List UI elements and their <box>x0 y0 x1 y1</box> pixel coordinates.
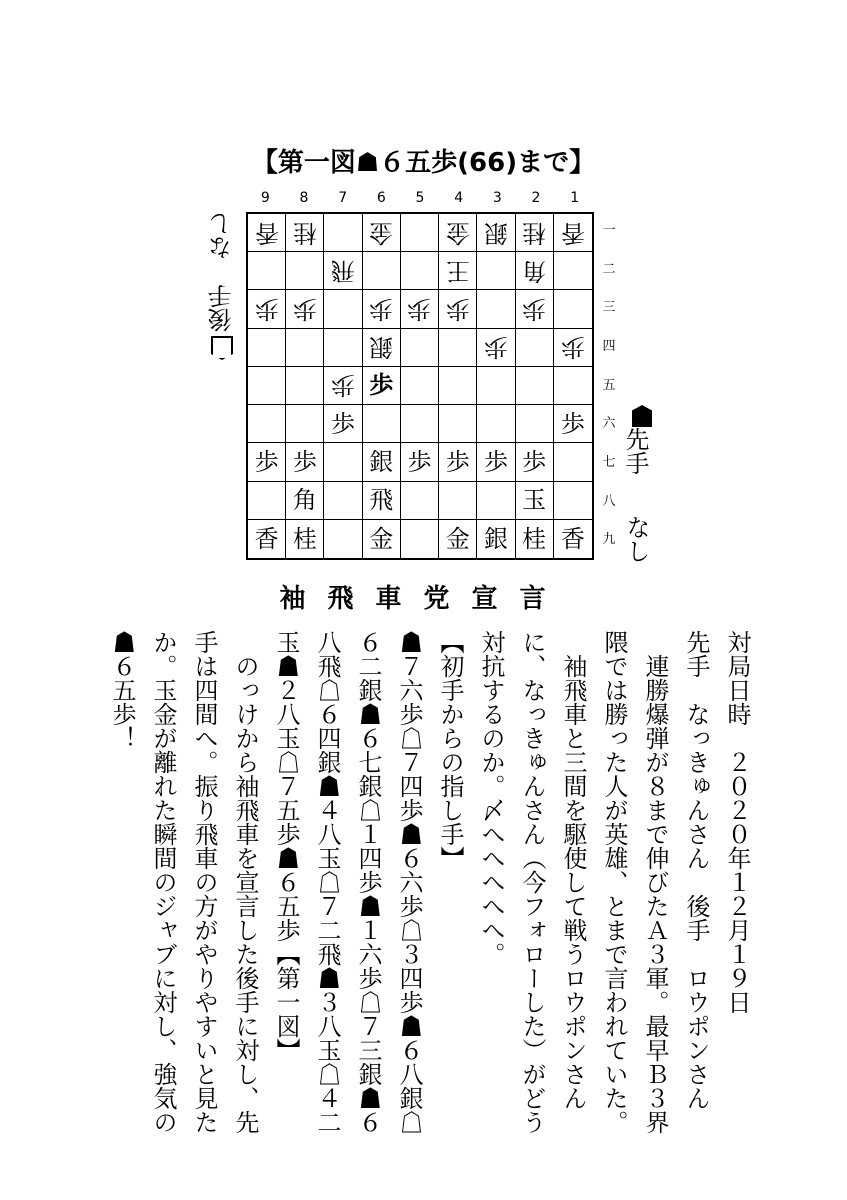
board-square <box>477 367 515 405</box>
gote-piece: 歩 <box>445 295 470 324</box>
board-square <box>439 482 477 520</box>
sente-piece: 歩 <box>407 447 432 476</box>
board-square <box>477 520 515 558</box>
board-square <box>363 443 401 481</box>
board-square <box>248 482 286 520</box>
sente-piece: 歩 <box>254 447 279 476</box>
rank-number: 二 <box>602 261 616 277</box>
rank-number: 一 <box>602 223 616 238</box>
file-number: 6 <box>376 190 386 206</box>
gote-piece: 歩 <box>331 371 356 400</box>
body-paragraph: 連勝爆弾が８まで伸びたＡ３軍。最早Ｂ３界隈では勝った人が英雄、とまで言われていた。 <box>600 630 669 1134</box>
board-square <box>401 290 439 328</box>
board-square <box>477 405 515 443</box>
article-headline: 袖飛車党宣言 <box>279 584 568 614</box>
board-square <box>516 329 554 367</box>
board-square <box>439 214 477 252</box>
board-square <box>516 482 554 520</box>
board-square <box>248 252 286 290</box>
rank-number: 三 <box>602 300 616 316</box>
file-numbers <box>246 190 594 212</box>
board-square <box>439 443 477 481</box>
board-square <box>324 290 362 328</box>
board-square <box>516 214 554 252</box>
board-square <box>363 214 401 252</box>
sente-piece: 銀 <box>369 447 394 476</box>
gote-piece: 歩 <box>483 333 508 362</box>
sente-piece: 角 <box>292 486 317 515</box>
sente-piece: 桂 <box>292 524 317 553</box>
board-square <box>554 367 592 405</box>
board-square <box>439 405 477 443</box>
board-square <box>324 405 362 443</box>
rank-number: 五 <box>602 377 616 393</box>
board-square <box>363 482 401 520</box>
board-square <box>324 443 362 481</box>
board-square <box>248 214 286 252</box>
sente-piece: 香 <box>560 524 585 553</box>
gote-piece: 角 <box>522 256 547 285</box>
rank-numbers <box>598 212 620 560</box>
figure-title: 【第一図☗６五歩(66)まで】 <box>251 148 596 178</box>
gote-piece: 歩 <box>407 295 432 324</box>
gote-piece: 銀 <box>369 333 394 362</box>
body-paragraph: 袖飛車と三間を駆使して戦うロウポンさんに、なっきゅんさん（今フォローした）がどう対抗するのか。〆へへへへへ。 <box>477 630 587 1134</box>
article-body <box>101 630 757 1150</box>
sente-piece: 桂 <box>522 524 547 553</box>
sente-piece: 歩 <box>483 447 508 476</box>
sente-piece: 歩 <box>445 447 470 476</box>
board-square <box>516 443 554 481</box>
board-square <box>516 290 554 328</box>
board-square <box>477 214 515 252</box>
file-number: 2 <box>531 190 541 206</box>
board-square <box>439 252 477 290</box>
board-square <box>401 214 439 252</box>
board-square <box>363 290 401 328</box>
board-square <box>363 329 401 367</box>
gote-piece: 歩 <box>292 295 317 324</box>
board-square <box>477 482 515 520</box>
board-square <box>516 520 554 558</box>
rank-number: 四 <box>602 339 616 354</box>
board-square <box>248 520 286 558</box>
board-square <box>363 405 401 443</box>
board-square <box>554 214 592 252</box>
sente-piece: 飛 <box>369 486 394 515</box>
board-square <box>554 405 592 443</box>
gote-mark-icon <box>211 336 233 360</box>
gote-piece: 桂 <box>292 218 317 247</box>
board-square <box>363 367 401 405</box>
file-number: 5 <box>415 190 425 206</box>
sente-piece: 玉 <box>522 486 547 515</box>
gote-piece: 金 <box>445 218 470 247</box>
rank-number: 九 <box>602 532 616 548</box>
board-square <box>477 252 515 290</box>
body-paragraph: のっけから袖飛車を宣言した後手に対し、先手は四間へ。振り飛車の方がやりやすいと見たか。玉金が離れた瞬間のジャブに対し、強気の☗６五歩！ <box>108 630 259 1134</box>
board-square <box>401 252 439 290</box>
board-square <box>286 405 324 443</box>
board-square <box>324 214 362 252</box>
board-square <box>554 443 592 481</box>
sente-piece: 歩 <box>560 409 585 438</box>
board-square <box>286 482 324 520</box>
board-square <box>363 252 401 290</box>
board-square <box>286 443 324 481</box>
gote-piece: 金 <box>369 218 394 247</box>
board-square <box>324 252 362 290</box>
sente-piece: 歩 <box>522 447 547 476</box>
board-square <box>554 290 592 328</box>
sente-piece: 歩 <box>292 447 317 476</box>
board-square <box>286 252 324 290</box>
board-square <box>401 405 439 443</box>
board-square <box>401 367 439 405</box>
board-square <box>286 290 324 328</box>
file-number: 9 <box>260 190 270 206</box>
file-number: 3 <box>492 190 502 206</box>
sente-piece: 歩 <box>331 409 356 438</box>
gote-piece: 歩 <box>369 295 394 324</box>
sente-piece: 歩 <box>369 371 394 400</box>
board-square <box>439 520 477 558</box>
board-square <box>248 367 286 405</box>
sente-piece: 金 <box>369 524 394 553</box>
board-square <box>477 329 515 367</box>
sente-hand: なし <box>622 515 650 563</box>
board-square <box>554 482 592 520</box>
gote-piece: 飛 <box>331 256 356 285</box>
board-square <box>477 290 515 328</box>
sente-piece: 銀 <box>483 524 508 553</box>
rank-number: 六 <box>602 416 616 432</box>
board-square <box>401 482 439 520</box>
board-square <box>554 252 592 290</box>
board-square <box>554 329 592 367</box>
gote-info <box>207 212 237 360</box>
file-number: 8 <box>299 190 309 206</box>
board-square <box>516 252 554 290</box>
body-paragraph: 【初手からの指し手】 <box>436 630 464 870</box>
shogi-board <box>246 212 594 560</box>
board-square <box>516 367 554 405</box>
board-square <box>324 329 362 367</box>
file-number: 7 <box>338 190 348 206</box>
file-number: 1 <box>570 190 580 206</box>
rank-number: 七 <box>602 455 616 471</box>
gote-piece: 王 <box>445 256 470 285</box>
gote-piece: 桂 <box>522 218 547 247</box>
rank-number: 八 <box>602 493 616 509</box>
gote-piece: 香 <box>560 218 585 247</box>
sente-info <box>620 405 652 475</box>
board-square <box>401 443 439 481</box>
board-square <box>248 329 286 367</box>
body-paragraph: ☗７六歩☖７四歩☗６六歩☖３四歩☗６八銀☖６二銀☗６七銀☖１四歩☗１六歩☖７三銀☗６八飛☖６四銀☗４八玉☖７二飛☗３八玉☖４二玉☗２八玉☖７五歩☗６五歩【第一図】 <box>272 630 423 1134</box>
sente-label: 先手 <box>621 427 649 475</box>
board-square <box>248 290 286 328</box>
board-square <box>286 367 324 405</box>
board-square <box>248 405 286 443</box>
board-square <box>324 367 362 405</box>
board-square <box>401 329 439 367</box>
board-square <box>554 520 592 558</box>
board-square <box>477 443 515 481</box>
board-square <box>324 482 362 520</box>
gote-label: 後手 <box>208 284 236 332</box>
gote-hand: なし <box>208 212 236 260</box>
gote-piece: 銀 <box>483 218 508 247</box>
body-paragraph: 対局日時 ２０２０年１２月１９日 <box>723 630 751 1014</box>
gote-piece: 歩 <box>522 295 547 324</box>
gote-piece: 香 <box>254 218 279 247</box>
board-square <box>324 520 362 558</box>
board-square <box>286 520 324 558</box>
board-square <box>286 214 324 252</box>
board-square <box>516 405 554 443</box>
body-paragraph: 先手 なっきゅんさん 後手 ロウポンさん <box>682 630 710 1110</box>
file-number: 4 <box>454 190 464 206</box>
board-square <box>439 367 477 405</box>
gote-piece: 歩 <box>254 295 279 324</box>
board-square <box>248 443 286 481</box>
board-square <box>363 520 401 558</box>
board-square <box>439 290 477 328</box>
sente-piece: 金 <box>445 524 470 553</box>
board-square <box>439 329 477 367</box>
gote-piece: 歩 <box>560 333 585 362</box>
sente-mark-icon <box>632 405 652 427</box>
board-square <box>286 329 324 367</box>
board-square <box>401 520 439 558</box>
sente-piece: 香 <box>254 524 279 553</box>
